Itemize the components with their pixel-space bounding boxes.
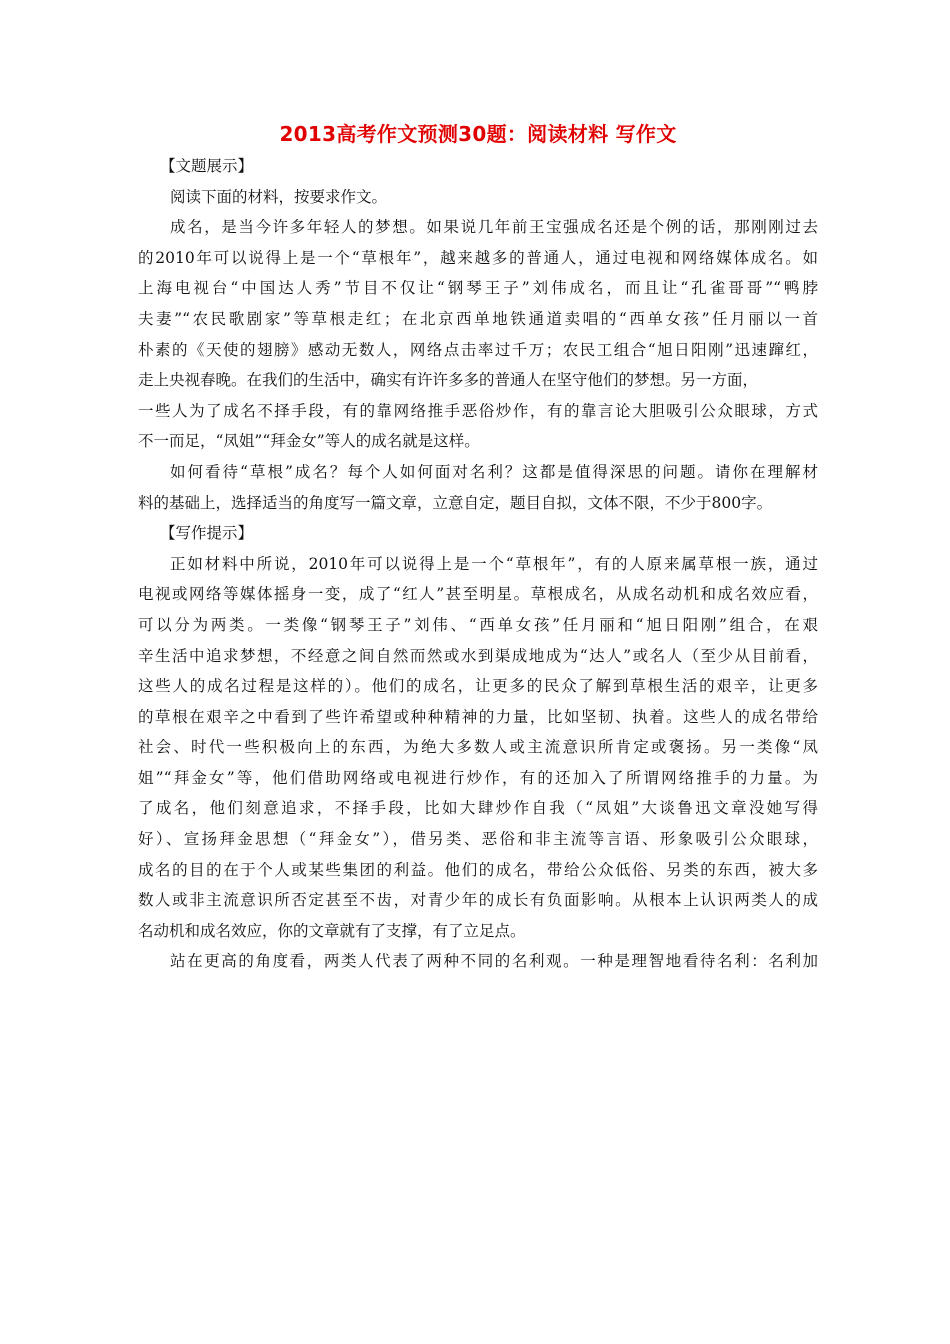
text-line: 朴素的《天使的翅膀》感动无数人，网络点击率过千万；农民工组合“旭日阳刚”迅速蹿红， bbox=[138, 340, 818, 359]
text-line: 料的基础上，选择适当的角度写一篇文章，立意自定，题目自拟，文体不限，不少于800字。 bbox=[138, 493, 773, 512]
text-line: 可以分为两类。一类像“钢琴王子”刘伟、“西单女孩”任月丽和“旭日阳刚”组合，在艰 bbox=[138, 615, 818, 634]
text-line: 成名的目的在于个人或某些集团的利益。他们的成名，带给公众低俗、另类的东西，被大多 bbox=[138, 860, 818, 879]
text-line: 电视或网络等媒体摇身一变，成了“红人”甚至明星。草根成名，从成名动机和成名效应看， bbox=[138, 585, 818, 604]
document-body bbox=[138, 151, 818, 977]
text-line: 好）、宣扬拜金思想（“拜金女”），借另类、恶俗和非主流等言语、形象吸引公众眼球， bbox=[138, 830, 818, 849]
text-line: 一些人为了成名不择手段，有的靠网络推手恶俗炒作，有的靠言论大胆吸引公众眼球，方式 bbox=[138, 401, 818, 420]
text-line: 辛生活中追求梦想，不经意之间自然而然或水到渠成地成为“达人”或名人（至少从目前看， bbox=[138, 646, 818, 665]
document-title: 2013高考作文预测30题：阅读材料 写作文 bbox=[279, 122, 677, 146]
text-line: 正如材料中所说，2010年可以说得上是一个“草根年”，有的人原来属草根一族，通过 bbox=[170, 554, 818, 573]
text-line: 成名，是当今许多年轻人的梦想。如果说几年前王宝强成名还是个例的话，那刚刚过去 bbox=[170, 218, 818, 237]
document-page bbox=[138, 118, 818, 977]
text-line: 上海电视台“中国达人秀”节目不仅让“钢琴王子”刘伟成名，而且让“孔雀哥哥”“鸭脖 bbox=[138, 279, 818, 298]
text-line: 阅读下面的材料，按要求作文。 bbox=[170, 187, 388, 206]
text-line: 不一而足，“凤姐”“拜金女”等人的成名就是这样。 bbox=[138, 432, 480, 451]
text-line: 的草根在艰辛之中看到了些许希望或种种精神的力量，比如坚韧、执着。这些人的成名带给 bbox=[138, 707, 818, 726]
text-line: 了成名，他们刻意追求，不择手段，比如大肆炒作自我（“凤姐”大谈鲁迅文章没她写得 bbox=[138, 799, 818, 818]
section-heading: 【文题展示】 bbox=[160, 157, 254, 175]
text-line: 姐”“拜金女”等，他们借助网络或电视进行炒作，有的还加入了所谓网络推手的力量。为 bbox=[138, 768, 818, 787]
section-heading: 【写作提示】 bbox=[160, 524, 254, 543]
text-line: 数人或非主流意识所否定甚至不齿，对青少年的成长有负面影响。从根本上认识两类人的成 bbox=[138, 891, 818, 910]
text-line: 站在更高的角度看，两类人代表了两种不同的名利观。一种是理智地看待名利：名利加 bbox=[170, 952, 818, 971]
text-line: 社会、时代一些积极向上的东西，为绝大多数人或主流意识所肯定或褒扬。另一类像“凤 bbox=[138, 738, 818, 757]
text-line: 如何看待“草根”成名？每个人如何面对名利？这都是值得深思的问题。请你在理解材 bbox=[170, 462, 818, 481]
text-line: 走上央视春晚。在我们的生活中，确实有许许多多的普通人在坚守他们的梦想。另一方面， bbox=[138, 371, 759, 390]
text-line: 夫妻”“农民歌剧家”等草根走红；在北京西单地铁通道卖唱的“西单女孩”任月丽以一首 bbox=[138, 309, 818, 328]
text-line: 名动机和成名效应，你的文章就有了支撑，有了立足点。 bbox=[138, 921, 526, 940]
text-line: 这些人的成名过程是这样的）。他们的成名，让更多的民众了解到草根生活的艰辛，让更多 bbox=[138, 677, 818, 696]
text-line: 的2010年可以说得上是一个“草根年”，越来越多的普通人，通过电视和网络媒体成名。如 bbox=[138, 248, 818, 267]
